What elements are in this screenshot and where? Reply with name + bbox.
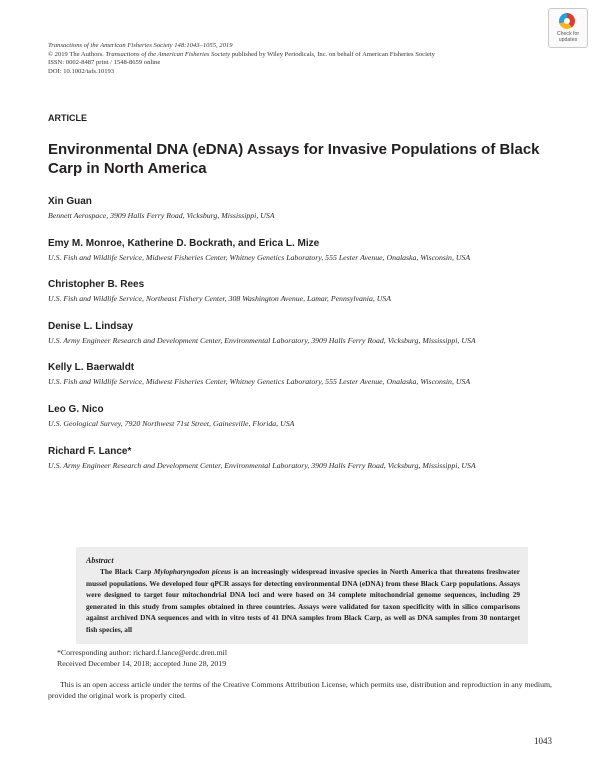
author-name: Denise L. Lindsay bbox=[48, 320, 134, 332]
author-entry bbox=[48, 361, 548, 388]
author-entry bbox=[48, 445, 548, 472]
author-affiliation: U.S. Geological Survey, 7920 Northwest 71st Street, Gainesville, Florida, USA bbox=[48, 418, 295, 428]
author-entry bbox=[48, 403, 548, 430]
check-for-updates-badge[interactable]: Check for updates bbox=[548, 8, 588, 48]
author-name: Christopher B. Rees bbox=[48, 279, 145, 291]
author-entry bbox=[48, 320, 548, 347]
issn-line: ISSN: 0002-8487 print / 1548-8659 online bbox=[48, 59, 161, 67]
author-affiliation: U.S. Army Engineer Research and Development Center, Environmental Laboratory, 3909 Halls Ferry Road, Vicksburg, Mississippi, USA bbox=[48, 335, 476, 345]
abstract-text: The Black Carp Mylopharyngodon piceus is an increasingly widespread invasive species in North America that threatens freshwater mussel populations. We developed four qPCR assays for detecting environmental DNA (eDNA) from these Black Carp populations. Assays were designed to target four mitochondrial DNA loci and were based on 34 complete mitochondrial genome sequences, including 29 generated in this study from samples obtained in three countries. Assays were validated for taxon specificity with in silico comparisons against archived DNA sequences and with in vitro tests of 41 DNA samples from Black Carp, as well as DNA samples from 30 nontarget fish species, all bbox=[86, 567, 520, 634]
author-affiliation: U.S. Fish and Wildlife Service, Northeast Fishery Center, 308 Washington Avenue, Lamar, Pennsylvania, USA bbox=[48, 294, 392, 304]
author-affiliation: U.S. Fish and Wildlife Service, Midwest Fisheries Center, Whitney Genetics Laboratory, 555 Lester Avenue, Onalaska, Wisconsin, USA bbox=[48, 377, 471, 387]
doi-line[interactable]: DOI: 10.1002/tafs.10193 bbox=[48, 67, 115, 75]
author-name: Emy M. Monroe, Katherine D. Bockrath, and Erica L. Mize bbox=[48, 237, 320, 249]
abstract-box bbox=[76, 547, 528, 644]
author-name: Leo G. Nico bbox=[48, 403, 104, 415]
author-entry bbox=[48, 195, 548, 222]
journal-citation: Transactions of the American Fisheries Society 148:1043–1055, 2019 bbox=[48, 42, 233, 49]
author-name: Xin Guan bbox=[48, 196, 92, 207]
article-title: Environmental DNA (eDNA) Assays for Invasive Populations of Black Carp in North America bbox=[48, 141, 540, 177]
copyright-line: © 2019 The Authors. Transactions of the American Fisheries Society published by Wiley Periodicals, Inc. on behalf of American Fisheries Society bbox=[48, 50, 435, 58]
author-affiliation: U.S. Army Engineer Research and Development Center, Environmental Laboratory, 3909 Halls Ferry Road, Vicksburg, Mississippi, USA bbox=[48, 460, 476, 470]
section-label: ARTICLE bbox=[48, 113, 87, 123]
author-list bbox=[48, 195, 548, 486]
footnotes bbox=[57, 647, 227, 669]
author-name: Kelly L. Baerwaldt bbox=[48, 362, 135, 374]
abstract-heading: Abstract bbox=[86, 556, 114, 565]
author-affiliation: U.S. Fish and Wildlife Service, Midwest Fisheries Center, Whitney Genetics Laboratory, 555 Lester Avenue, Onalaska, Wisconsin, USA bbox=[48, 252, 471, 262]
author-entry bbox=[48, 278, 548, 305]
journal-info bbox=[48, 42, 435, 76]
author-affiliation: Bennett Aerospace, 3909 Halls Ferry Road, Vicksburg, Mississippi, USA bbox=[48, 211, 275, 220]
author-entry bbox=[48, 237, 548, 264]
page-number: 1043 bbox=[534, 736, 552, 746]
crossmark-icon bbox=[559, 13, 575, 29]
received-dates: Received December 14, 2018; accepted June 28, 2019 bbox=[57, 659, 227, 668]
species-name: Mylopharyngodon piceus bbox=[153, 567, 231, 576]
author-name: Richard F. Lance* bbox=[48, 445, 132, 457]
corresponding-author-note: *Corresponding author: richard.f.lance@erdc.dren.mil bbox=[57, 648, 227, 657]
license-statement: This is an open access article under the terms of the Creative Commons Attribution License, which permits use, distribution and reproduction in any medium, provided the original work is properly cited. bbox=[48, 680, 552, 701]
